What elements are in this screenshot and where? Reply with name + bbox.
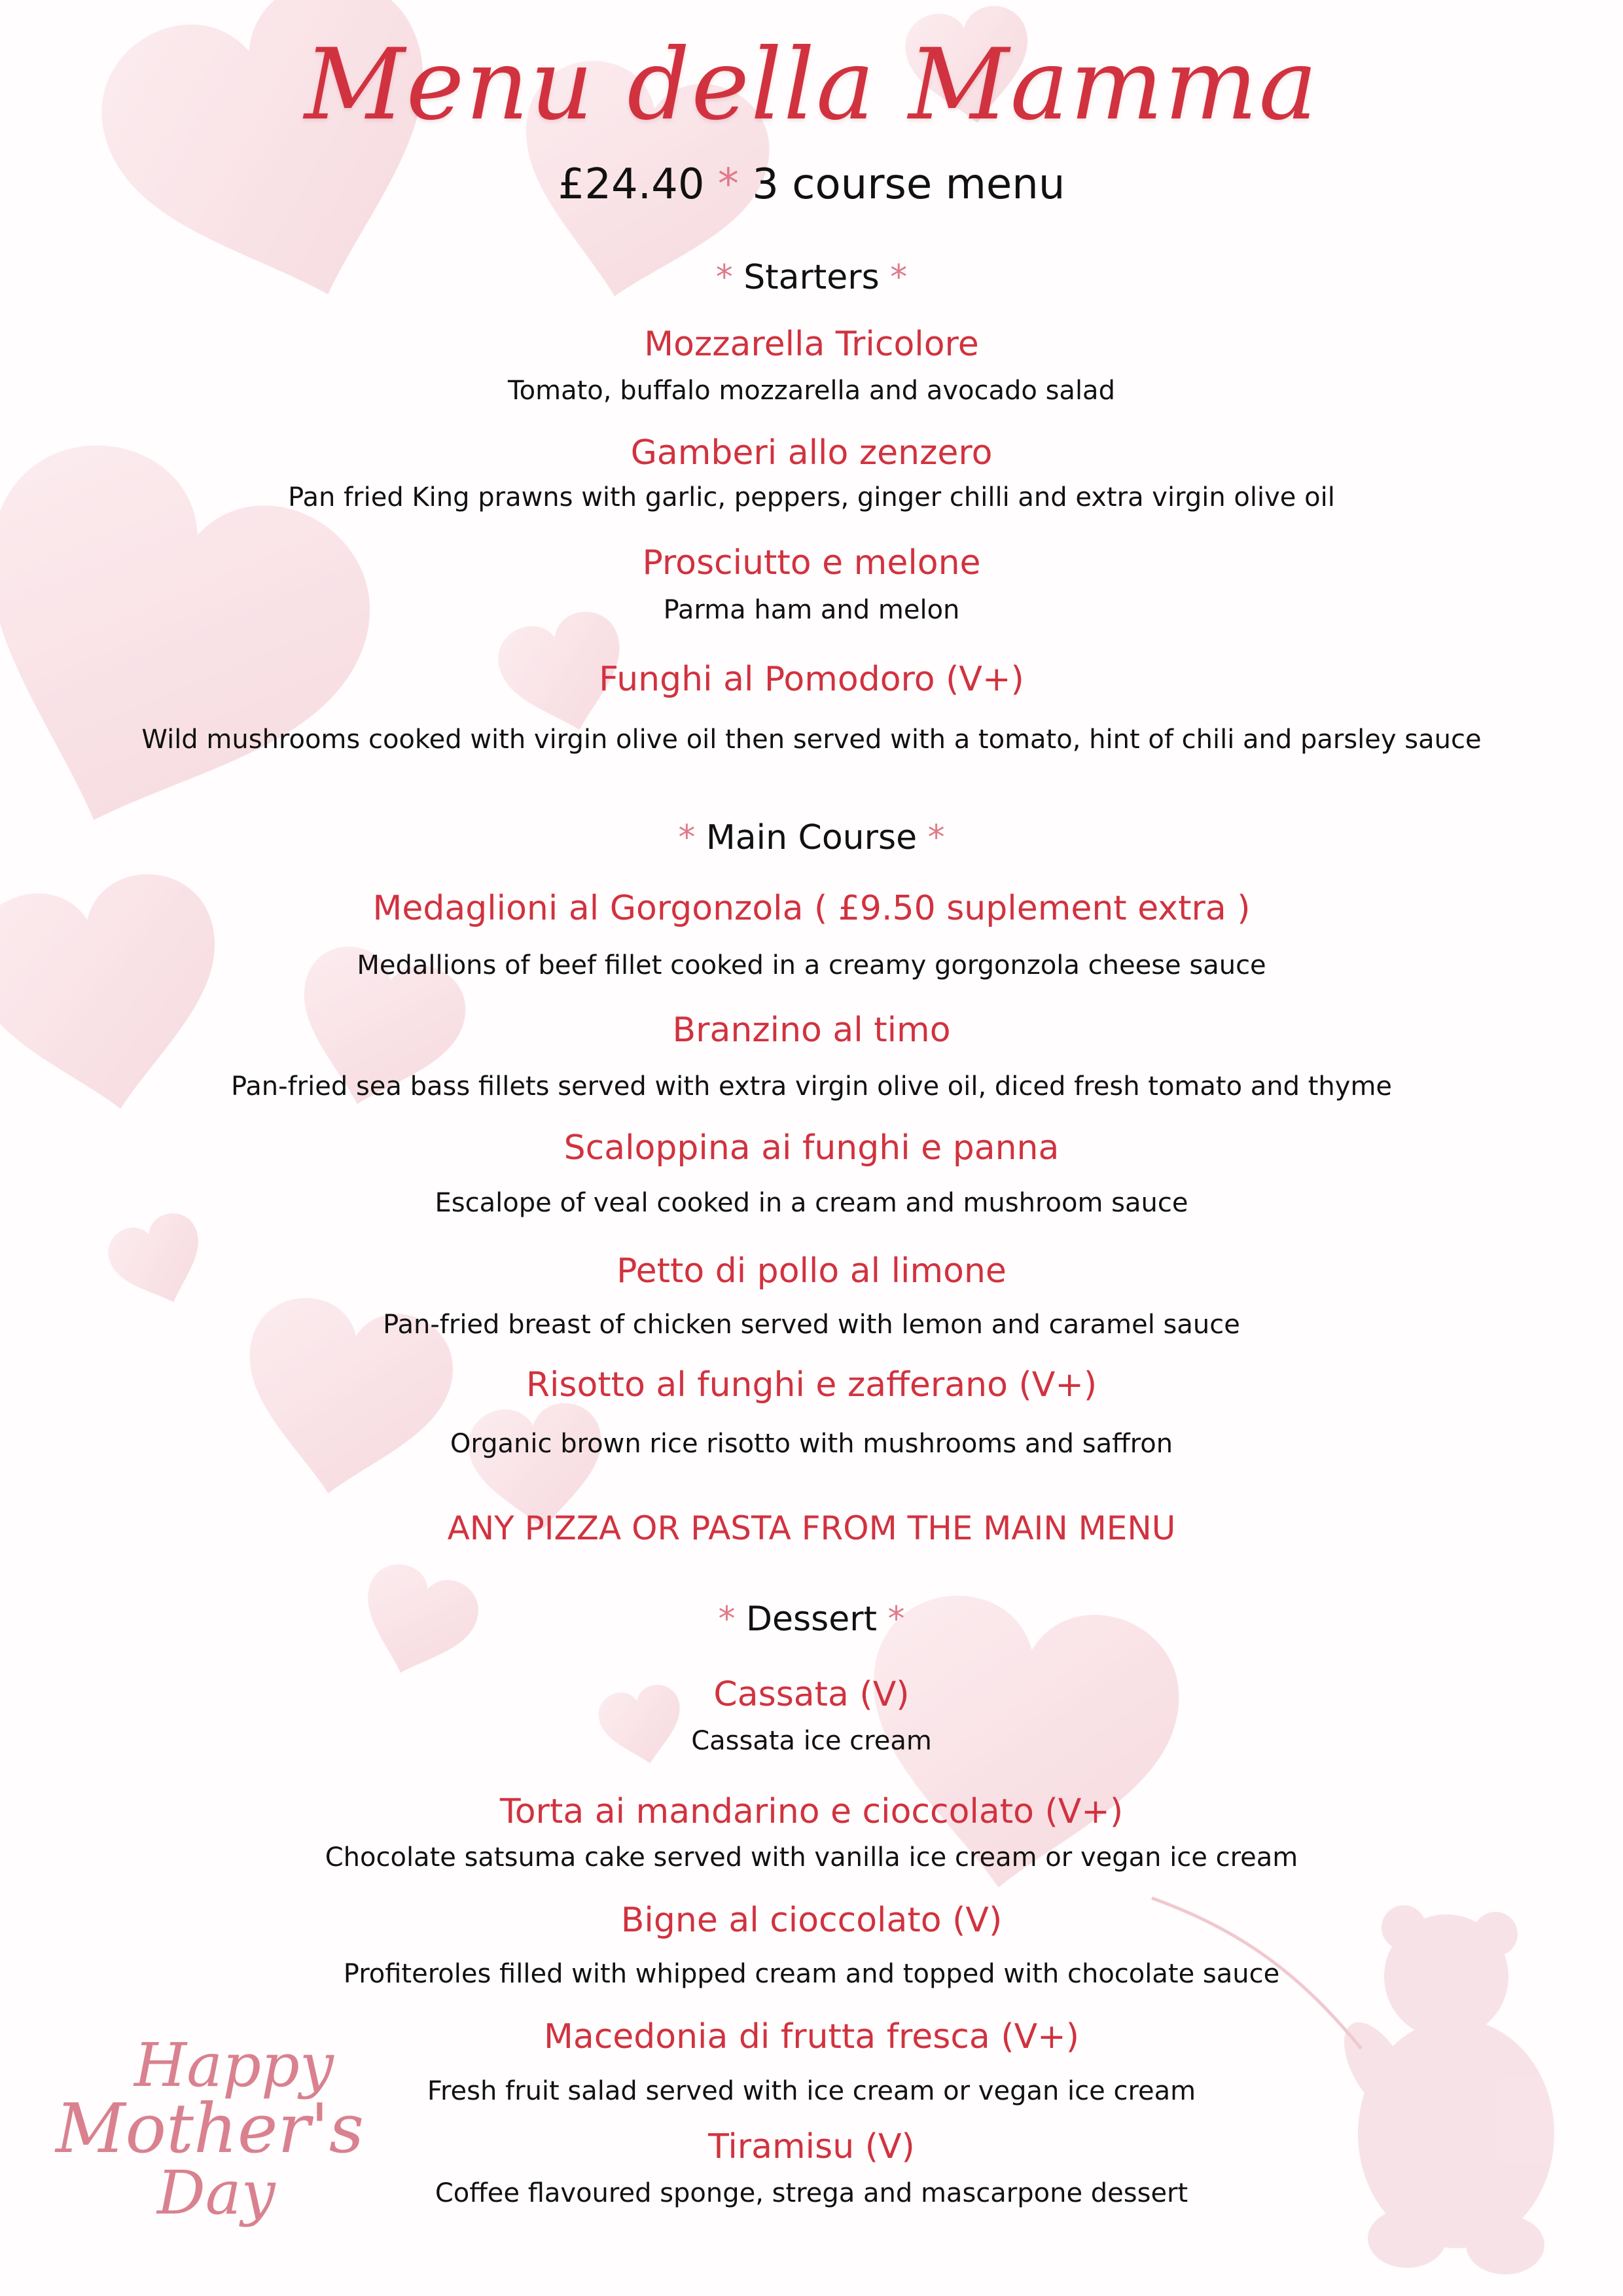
dish-name: Branzino al timo [672, 1011, 951, 1050]
dish-description: Escalope of veal cooked in a cream and mushroom sauce [435, 1188, 1188, 1218]
dish-name: Scaloppina ai funghi e panna [563, 1128, 1060, 1168]
dish-name: Torta ai mandarino e cioccolato (V+) [499, 1792, 1124, 1831]
dish-description: Chocolate satsuma cake served with vanilla ice cream or vegan ice cream [325, 1842, 1298, 1873]
dish-description: Cassata ice cream [691, 1726, 932, 1756]
dish-description: Wild mushrooms cooked with virgin olive oil then served with a tomato, hint of chili and parsley sauce [141, 725, 1482, 755]
dish-description: Tomato, buffalo mozzarella and avocado salad [508, 376, 1115, 406]
dish-description: Pan fried King prawns with garlic, peppers, ginger chilli and extra virgin olive oil [288, 482, 1335, 512]
dish-name: Mozzarella Tricolore [644, 325, 979, 364]
dish-name: Bigne al cioccolato (V) [620, 1901, 1003, 1940]
dish-name: Risotto al funghi e zafferano (V+) [526, 1365, 1097, 1405]
dish-name: Medaglioni al Gorgonzola ( £9.50 suplement extra ) [372, 889, 1251, 928]
section-heading-dessert: * Dessert * [718, 1600, 905, 1639]
dish-name: Funghi al Pomodoro (V+) [599, 660, 1024, 699]
dish-name: Petto di pollo al limone [616, 1251, 1007, 1291]
dish-description: Parma ham and melon [663, 595, 960, 625]
dish-description: Medallions of beef fillet cooked in a creamy gorgonzola cheese sauce [357, 950, 1266, 980]
dish-name: Prosciutto e melone [642, 543, 981, 583]
star-separator: * [717, 160, 739, 209]
price-value: £24.40 [558, 160, 705, 209]
greeting-line-3: Day [157, 2158, 276, 2228]
section-heading-starters: * Starters * [715, 258, 908, 297]
dish-name: Gamberi allo zenzero [630, 433, 993, 473]
greeting-line-2: Mother's [56, 2089, 365, 2168]
dish-description: Coffee flavoured sponge, strega and mascarpone dessert [435, 2178, 1188, 2208]
dish-name: Tiramisu (V) [708, 2127, 915, 2166]
greeting-line-1: Happy [134, 2030, 334, 2100]
price-line [0, 160, 1623, 209]
dish-description: Pan-fried breast of chicken served with lemon and caramel sauce [383, 1310, 1240, 1340]
price-label: 3 course menu [752, 160, 1065, 209]
dish-name: Macedonia di frutta fresca (V+) [543, 2017, 1080, 2056]
page-title: Menu della Mamma [304, 28, 1319, 142]
dish-description: Fresh fruit salad served with ice cream or vegan ice cream [427, 2076, 1196, 2106]
section-heading-main-course: * Main Course * [678, 818, 945, 857]
dish-description: Pan-fried sea bass fillets served with extra virgin olive oil, diced fresh tomato and thyme [230, 1071, 1393, 1102]
dish-description: Organic brown rice risotto with mushrooms and saffron [450, 1429, 1173, 1459]
pizza-pasta-notice: ANY PIZZA OR PASTA FROM THE MAIN MENU [447, 1509, 1176, 1547]
dish-name: Cassata (V) [713, 1675, 910, 1714]
dish-description: Profiteroles filled with whipped cream and topped with chocolate sauce [343, 1959, 1280, 1989]
